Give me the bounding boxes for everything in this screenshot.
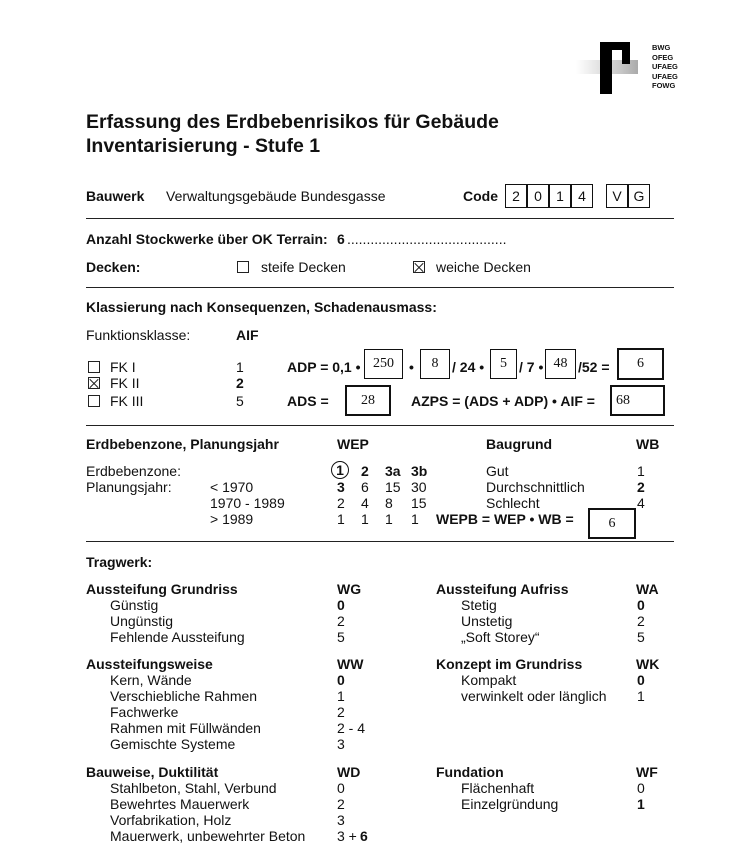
stockwerke-value: 6	[337, 231, 345, 247]
grundriss-title: Aussteifung Grundriss	[86, 581, 238, 597]
list-item: verwinkelt oder länglich	[461, 688, 607, 704]
weise-code: WW	[337, 656, 364, 672]
wep-cell: 30	[411, 479, 427, 495]
list-item: Stetig	[461, 597, 497, 613]
grundriss-code: WG	[337, 581, 362, 597]
wep-cell: 4	[361, 495, 369, 511]
funktionsklasse-value: AIF	[236, 327, 259, 343]
baugrund-item: Durchschnittlich	[486, 479, 585, 495]
list-value: 5	[337, 629, 345, 645]
zone-3b: 3b	[411, 463, 428, 479]
code-letter: G	[628, 184, 650, 208]
list-item: Rahmen mit Füllwänden	[110, 720, 261, 736]
page-title: Erfassung des Erdbebenrisikos für Gebäude	[86, 111, 499, 133]
adp-field-2[interactable]: 8	[420, 349, 450, 379]
year-row-label: 1970 - 1989	[210, 495, 285, 511]
wep-cell: 15	[411, 495, 427, 511]
divider	[86, 287, 674, 288]
wep-cell: 1	[361, 511, 369, 527]
list-value: 0	[637, 597, 645, 613]
list-value: 2 - 4	[337, 720, 366, 736]
zone-heading: Erdbebenzone, Planungsjahr	[86, 436, 279, 452]
wep-label: WEP	[337, 436, 369, 452]
decken-steif-checkbox[interactable]	[237, 261, 249, 273]
zone-1	[331, 461, 349, 479]
ads-label: ADS =	[287, 393, 329, 409]
baugrund-item: Gut	[486, 463, 509, 479]
baugrund-label: Baugrund	[486, 436, 553, 452]
divider	[86, 541, 674, 542]
list-value: 3 +	[337, 828, 357, 844]
wep-cell: 1	[337, 511, 345, 527]
adp-prefix: ADP = 0,1 •	[287, 359, 361, 375]
code-digit: 2	[505, 184, 527, 208]
duktil-code: WD	[337, 764, 361, 780]
wep-cell: 6	[361, 479, 369, 495]
konzept-title: Konzept im Grundriss	[436, 656, 583, 672]
list-value: 0	[337, 672, 345, 688]
logo-line: UFAEG	[652, 62, 678, 72]
fk1-value: 1	[236, 359, 244, 375]
wep-cell: 8	[385, 495, 393, 511]
adp-field-1[interactable]: 250	[364, 349, 403, 379]
fk2-label: FK II	[110, 375, 140, 391]
funktionsklasse-label: Funktionsklasse:	[86, 327, 191, 343]
list-value: 1	[637, 688, 645, 704]
logo	[576, 42, 696, 94]
baugrund-value: 1	[637, 463, 645, 479]
adp-div52: /52 =	[578, 359, 610, 375]
adp-div7: / 7 •	[519, 359, 544, 375]
decken-weich-label: weiche Decken	[436, 259, 531, 275]
wep-cell: 1	[411, 511, 419, 527]
wep-cell: 1	[385, 511, 393, 527]
list-item: Stahlbeton, Stahl, Verbund	[110, 780, 277, 796]
list-item: Bewehrtes Mauerwerk	[110, 796, 250, 812]
logo-line: FOWG	[652, 81, 676, 91]
list-item: „Soft Storey“	[461, 629, 540, 645]
decken-label: Decken:	[86, 259, 141, 275]
weise-title: Aussteifungsweise	[86, 656, 213, 672]
list-item: Fachwerke	[110, 704, 179, 720]
list-value: 2	[337, 704, 345, 720]
zone-2: 2	[361, 463, 369, 479]
list-item: Verschiebliche Rahmen	[110, 688, 258, 704]
decken-steif-label: steife Decken	[261, 259, 346, 275]
list-value: 2	[337, 613, 345, 629]
fk3-value: 5	[236, 393, 244, 409]
list-item: Flächenhaft	[461, 780, 535, 796]
list-item: Ungünstig	[110, 613, 174, 629]
fk1-checkbox[interactable]	[88, 361, 100, 373]
adp-result[interactable]: 6	[617, 348, 664, 380]
zone-3a: 3a	[385, 463, 401, 479]
plan-label: Planungsjahr:	[86, 479, 172, 495]
logo-bar-right	[622, 42, 630, 64]
logo-line: UFAEG	[652, 71, 678, 81]
list-value: 0	[337, 780, 345, 796]
list-item: Kompakt	[461, 672, 517, 688]
list-value: 2	[337, 796, 345, 812]
azps-result[interactable]: 68	[610, 385, 665, 416]
konzept-code: WK	[636, 656, 660, 672]
fk1-label: FK I	[110, 359, 136, 375]
list-item: Kern, Wände	[110, 672, 192, 688]
list-item: Unstetig	[461, 613, 513, 629]
list-value: 0	[637, 780, 645, 796]
list-value-bold: 6	[360, 828, 368, 844]
stockwerke-label: Anzahl Stockwerke über OK Terrain:	[86, 231, 328, 247]
list-item: Vorfabrikation, Holz	[110, 812, 232, 828]
adp-field-3[interactable]: 5	[490, 349, 517, 379]
fundation-code: WF	[636, 764, 658, 780]
list-value: 1	[637, 796, 645, 812]
divider	[86, 425, 674, 426]
bauwerk-value: Verwaltungsgebäude Bundesgasse	[166, 188, 386, 204]
list-value: 1	[337, 688, 345, 704]
adp-div24: / 24 •	[452, 359, 485, 375]
list-item: Gemischte Systeme	[110, 736, 236, 752]
code-digit: 4	[571, 184, 593, 208]
zone-1-circle: 1	[331, 461, 349, 479]
list-value: 2	[637, 613, 645, 629]
list-value: 3	[337, 812, 345, 828]
stockwerke-dots: .........................................	[347, 231, 507, 247]
fk2-value: 2	[236, 375, 244, 391]
logo-line: BWG	[652, 43, 671, 52]
wepb-label: WEPB = WEP • WB =	[436, 511, 574, 527]
duktil-title: Bauweise, Duktilität	[86, 764, 219, 780]
ads-result[interactable]: 28	[345, 385, 391, 416]
baugrund-item: Schlecht	[486, 495, 540, 511]
logo-text	[652, 43, 678, 91]
code-digit: 0	[527, 184, 549, 208]
baugrund-value: 2	[637, 479, 645, 495]
list-item: Fehlende Aussteifung	[110, 629, 245, 645]
adp-field-4[interactable]: 48	[545, 349, 576, 379]
decken-weich-checkbox[interactable]	[413, 261, 425, 273]
aufriss-code: WA	[636, 581, 659, 597]
bauwerk-label: Bauwerk	[86, 188, 145, 204]
fundation-title: Fundation	[436, 764, 504, 780]
list-value: 5	[637, 629, 645, 645]
list-item: Einzelgründung	[461, 796, 559, 812]
divider	[86, 218, 674, 219]
logo-bar	[600, 44, 612, 94]
azps-label: AZPS = (ADS + ADP) • AIF =	[411, 393, 595, 409]
logo-line: OFEG	[652, 52, 674, 62]
code-label: Code	[463, 188, 498, 204]
tragwerk-heading: Tragwerk:	[86, 554, 153, 570]
page-subtitle: Inventarisierung - Stufe 1	[86, 135, 321, 157]
adp-dot: •	[409, 359, 414, 375]
baugrund-value: 4	[637, 495, 645, 511]
year-row-label: < 1970	[210, 479, 254, 495]
wepb-result[interactable]: 6	[588, 508, 636, 539]
fk3-label: FK III	[110, 393, 144, 409]
list-value: 3	[337, 736, 345, 752]
klassierung-heading: Klassierung nach Konsequenzen, Schadenausmass:	[86, 299, 437, 315]
code-digit: 1	[549, 184, 571, 208]
list-item: Mauerwerk, unbewehrter Beton	[110, 828, 306, 844]
wep-cell: 3	[337, 479, 345, 495]
code-letter: V	[606, 184, 628, 208]
wb-label: WB	[636, 436, 660, 452]
year-row-label: > 1989	[210, 511, 254, 527]
list-item: Günstig	[110, 597, 159, 613]
wep-cell: 15	[385, 479, 401, 495]
wep-cell: 2	[337, 495, 345, 511]
fk3-checkbox[interactable]	[88, 395, 100, 407]
list-value: 0	[337, 597, 345, 613]
aufriss-title: Aussteifung Aufriss	[436, 581, 569, 597]
list-value: 0	[637, 672, 645, 688]
fk2-checkbox[interactable]	[88, 377, 100, 389]
zone-label: Erdbebenzone:	[86, 463, 181, 479]
